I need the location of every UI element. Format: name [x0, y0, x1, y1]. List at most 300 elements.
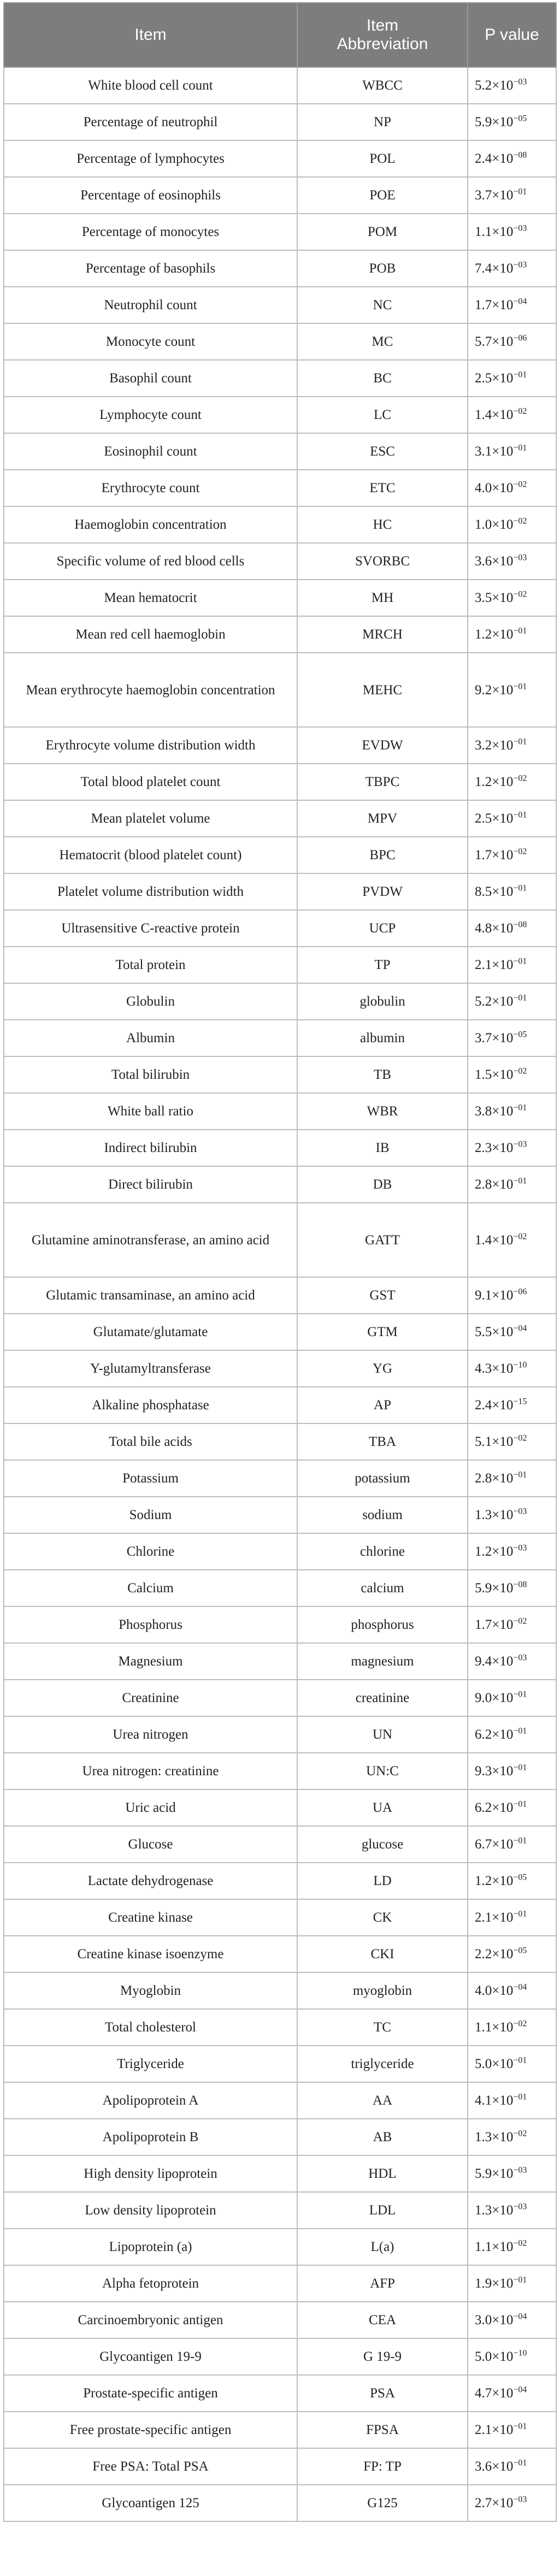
p-value-cell	[468, 1350, 556, 1387]
table-row	[4, 1533, 556, 1570]
table-body	[4, 67, 556, 2521]
p-value-cell	[468, 1166, 556, 1203]
abbreviation-cell: G125	[297, 2485, 468, 2521]
header-row	[4, 3, 556, 67]
table-row	[4, 1716, 556, 1753]
header-item: Item	[4, 3, 297, 67]
p-value-cell	[468, 1056, 556, 1093]
p-value-cell	[468, 1130, 556, 1166]
item-cell: Hematocrit (blood platelet count)	[4, 837, 297, 873]
p-value-mantissa: 5.7×10	[475, 334, 514, 349]
p-value-exponent: −01	[513, 737, 527, 747]
item-cell: Free prostate-specific antigen	[4, 2412, 297, 2448]
p-value-mantissa: 1.4×10	[475, 1232, 514, 1248]
p-value-exponent: −02	[513, 589, 527, 599]
item-cell: Percentage of basophils	[4, 250, 297, 287]
p-value-mantissa: 3.6×10	[475, 2459, 514, 2474]
p-value-mantissa: 1.9×10	[475, 2276, 514, 2291]
abbreviation-cell: AP	[297, 1387, 468, 1423]
p-value-cell	[468, 580, 556, 616]
p-value-mantissa: 4.1×10	[475, 2093, 514, 2108]
p-value-exponent: −04	[513, 1982, 527, 1992]
p-value-mantissa: 4.7×10	[475, 2386, 514, 2401]
table-row	[4, 323, 556, 360]
header-abbreviation-line1: Item	[366, 16, 399, 34]
item-cell: Free PSA: Total PSA	[4, 2448, 297, 2485]
p-value-exponent: −01	[513, 370, 527, 380]
abbreviation-cell: NP	[297, 104, 468, 140]
p-value-exponent: −03	[513, 1506, 527, 1516]
p-value-mantissa: 2.5×10	[475, 371, 514, 386]
table-row	[4, 177, 556, 214]
p-value-exponent: −01	[513, 1689, 527, 1699]
p-value-exponent: −03	[513, 77, 527, 87]
abbreviation-cell: TC	[297, 2009, 468, 2046]
abbreviation-cell: UA	[297, 1789, 468, 1826]
table-row	[4, 2009, 556, 2046]
item-cell: Ultrasensitive C-reactive protein	[4, 910, 297, 947]
table-row	[4, 653, 556, 727]
p-value-cell	[468, 2119, 556, 2155]
p-value-exponent: −03	[513, 223, 527, 233]
p-value-exponent: −04	[513, 1324, 527, 1333]
p-value-mantissa: 9.3×10	[475, 1764, 514, 1779]
p-value-exponent: −02	[513, 406, 527, 416]
item-cell: Calcium	[4, 1570, 297, 1606]
p-value-mantissa: 2.1×10	[475, 958, 514, 972]
abbreviation-cell: AA	[297, 2082, 468, 2119]
abbreviation-cell: GATT	[297, 1203, 468, 1277]
abbreviation-cell: MRCH	[297, 616, 468, 653]
abbreviation-cell: PSA	[297, 2375, 468, 2412]
table-row	[4, 1826, 556, 1863]
table-row	[4, 1277, 556, 1314]
p-value-mantissa: 2.7×10	[475, 2496, 514, 2510]
abbreviation-cell: L(a)	[297, 2229, 468, 2265]
item-cell: Albumin	[4, 1020, 297, 1056]
header-abbreviation	[297, 3, 468, 67]
table-row	[4, 1936, 556, 1972]
table-row	[4, 2375, 556, 2412]
abbreviation-cell: HDL	[297, 2155, 468, 2192]
item-cell: Haemoglobin concentration	[4, 506, 297, 543]
table-row	[4, 1863, 556, 1899]
abbreviation-cell: UCP	[297, 910, 468, 947]
abbreviation-cell: MEHC	[297, 653, 468, 727]
p-value-cell	[468, 2009, 556, 2046]
table-row	[4, 2155, 556, 2192]
abbreviation-cell: BPC	[297, 837, 468, 873]
p-value-mantissa: 5.9×10	[475, 115, 514, 129]
item-cell: Monocyte count	[4, 323, 297, 360]
abbreviation-cell: MC	[297, 323, 468, 360]
item-cell: Glutamate/glutamate	[4, 1314, 297, 1350]
p-value-exponent: −03	[513, 1653, 527, 1663]
p-value-cell	[468, 2485, 556, 2521]
item-cell: Apolipoprotein B	[4, 2119, 297, 2155]
item-cell: Carcinoembryonic antigen	[4, 2302, 297, 2338]
table-row	[4, 2412, 556, 2448]
table-row	[4, 433, 556, 470]
item-cell: Percentage of monocytes	[4, 214, 297, 250]
item-cell: High density lipoprotein	[4, 2155, 297, 2192]
p-value-cell	[468, 2082, 556, 2119]
p-value-cell	[468, 1716, 556, 1753]
p-value-exponent: −01	[513, 1470, 527, 1480]
p-value-cell	[468, 1203, 556, 1277]
abbreviation-cell: TP	[297, 947, 468, 983]
p-value-mantissa: 8.5×10	[475, 884, 514, 899]
item-cell: Glutamine aminotransferase, an amino acid	[4, 1203, 297, 1277]
p-value-cell	[468, 2448, 556, 2485]
p-value-exponent: −01	[513, 1763, 527, 1773]
p-value-exponent: −01	[513, 1909, 527, 1919]
p-value-cell	[468, 764, 556, 800]
item-cell: Total bile acids	[4, 1423, 297, 1460]
p-value-mantissa: 5.9×10	[475, 2166, 514, 2181]
p-value-mantissa: 2.8×10	[475, 1177, 514, 1192]
p-value-cell	[468, 1863, 556, 1899]
item-cell: Percentage of lymphocytes	[4, 140, 297, 177]
abbreviation-cell: GTM	[297, 1314, 468, 1350]
item-cell: Magnesium	[4, 1643, 297, 1680]
item-cell: Glycoantigen 19-9	[4, 2338, 297, 2375]
abbreviation-cell: TB	[297, 1056, 468, 1093]
abbreviation-cell: PVDW	[297, 873, 468, 910]
table-row	[4, 250, 556, 287]
p-value-mantissa: 1.3×10	[475, 2203, 514, 2218]
table-row	[4, 1606, 556, 1643]
p-value-exponent: −05	[513, 1030, 527, 1039]
p-value-mantissa: 1.7×10	[475, 848, 514, 862]
table-row	[4, 1570, 556, 1606]
table-row	[4, 837, 556, 873]
abbreviation-cell: chlorine	[297, 1533, 468, 1570]
p-value-mantissa: 1.1×10	[475, 2020, 514, 2035]
p-value-cell	[468, 140, 556, 177]
p-value-cell	[468, 214, 556, 250]
table-row	[4, 214, 556, 250]
abbreviation-cell: globulin	[297, 983, 468, 1020]
p-value-exponent: −01	[513, 993, 527, 1003]
abbreviation-cell: FP: TP	[297, 2448, 468, 2485]
abbreviation-cell: ETC	[297, 470, 468, 506]
p-value-mantissa: 1.7×10	[475, 298, 514, 312]
abbreviation-cell: LC	[297, 397, 468, 433]
table-row	[4, 1680, 556, 1716]
p-value-exponent: −02	[513, 2019, 527, 2029]
p-value-mantissa: 5.2×10	[475, 78, 514, 93]
abbreviation-cell: myoglobin	[297, 1972, 468, 2009]
p-value-exponent: −01	[513, 1726, 527, 1736]
p-value-mantissa: 3.6×10	[475, 554, 514, 569]
p-value-mantissa: 5.0×10	[475, 2349, 514, 2364]
p-value-cell	[468, 360, 556, 397]
p-value-cell	[468, 1789, 556, 1826]
item-cell: Total cholesterol	[4, 2009, 297, 2046]
p-value-mantissa: 1.2×10	[475, 1544, 514, 1559]
p-value-exponent: −03	[513, 1543, 527, 1553]
table-row	[4, 1203, 556, 1277]
p-value-mantissa: 3.0×10	[475, 2313, 514, 2327]
p-value-cell	[468, 470, 556, 506]
table-row	[4, 1423, 556, 1460]
table-row	[4, 2448, 556, 2485]
abbreviation-cell: CKI	[297, 1936, 468, 1972]
p-value-exponent: −04	[513, 297, 527, 306]
item-cell: Creatine kinase isoenzyme	[4, 1936, 297, 1972]
table-row	[4, 580, 556, 616]
p-value-cell	[468, 543, 556, 580]
p-value-exponent: −03	[513, 2202, 527, 2212]
p-value-mantissa: 9.1×10	[475, 1288, 514, 1303]
p-value-cell	[468, 1533, 556, 1570]
p-value-mantissa: 3.2×10	[475, 738, 514, 753]
p-value-cell	[468, 1680, 556, 1716]
p-value-exponent: −03	[513, 553, 527, 563]
p-value-cell	[468, 104, 556, 140]
p-value-mantissa: 1.1×10	[475, 2240, 514, 2254]
abbreviation-cell: creatinine	[297, 1680, 468, 1716]
item-cell: Sodium	[4, 1497, 297, 1533]
table-row	[4, 1643, 556, 1680]
item-cell: Direct bilirubin	[4, 1166, 297, 1203]
p-value-cell	[468, 250, 556, 287]
header-abbreviation-line2: Abbreviation	[337, 35, 428, 53]
item-cell: Prostate-specific antigen	[4, 2375, 297, 2412]
p-value-cell	[468, 1972, 556, 2009]
p-value-mantissa: 2.8×10	[475, 1471, 514, 1486]
table-row	[4, 1166, 556, 1203]
p-value-exponent: −01	[513, 187, 527, 197]
table-row	[4, 1972, 556, 2009]
item-cell: Y-glutamyltransferase	[4, 1350, 297, 1387]
item-cell: White blood cell count	[4, 67, 297, 104]
p-value-mantissa: 2.1×10	[475, 2423, 514, 2437]
abbreviation-cell: AB	[297, 2119, 468, 2155]
p-value-mantissa: 1.1×10	[475, 224, 514, 239]
table-row	[4, 1789, 556, 1826]
results-table	[3, 2, 557, 2522]
p-value-exponent: −06	[513, 333, 527, 343]
abbreviation-cell: HC	[297, 506, 468, 543]
abbreviation-cell: sodium	[297, 1497, 468, 1533]
abbreviation-cell: EVDW	[297, 727, 468, 764]
table-row	[4, 1314, 556, 1350]
item-cell: Mean platelet volume	[4, 800, 297, 837]
p-value-mantissa: 6.2×10	[475, 1800, 514, 1815]
p-value-exponent: −01	[513, 1836, 527, 1846]
item-cell: Creatine kinase	[4, 1899, 297, 1936]
p-value-cell	[468, 910, 556, 947]
item-cell: Percentage of eosinophils	[4, 177, 297, 214]
p-value-cell	[468, 1826, 556, 1863]
p-value-cell	[468, 2046, 556, 2082]
p-value-mantissa: 5.1×10	[475, 1434, 514, 1449]
item-cell: Erythrocyte count	[4, 470, 297, 506]
table-row	[4, 360, 556, 397]
p-value-cell	[468, 1423, 556, 1460]
table-row	[4, 2192, 556, 2229]
p-value-exponent: −02	[513, 2238, 527, 2248]
item-cell: Uric acid	[4, 1789, 297, 1826]
p-value-exponent: −01	[513, 2421, 527, 2431]
p-value-exponent: −01	[513, 956, 527, 966]
p-value-cell	[468, 1899, 556, 1936]
p-value-exponent: −01	[513, 810, 527, 820]
p-value-mantissa: 3.7×10	[475, 1031, 514, 1045]
p-value-cell	[468, 2265, 556, 2302]
p-value-exponent: −02	[513, 2129, 527, 2138]
p-value-cell	[468, 1643, 556, 1680]
p-value-mantissa: 6.7×10	[475, 1837, 514, 1852]
p-value-mantissa: 1.5×10	[475, 1067, 514, 1082]
p-value-exponent: −01	[513, 1176, 527, 1186]
table-row	[4, 104, 556, 140]
abbreviation-cell: TBA	[297, 1423, 468, 1460]
item-cell: Platelet volume distribution width	[4, 873, 297, 910]
p-value-mantissa: 5.0×10	[475, 2057, 514, 2071]
abbreviation-cell: magnesium	[297, 1643, 468, 1680]
abbreviation-cell: UN	[297, 1716, 468, 1753]
p-value-mantissa: 4.8×10	[475, 921, 514, 936]
item-cell: Eosinophil count	[4, 433, 297, 470]
p-value-exponent: −01	[513, 1103, 527, 1113]
table-row	[4, 1093, 556, 1130]
p-value-cell	[468, 873, 556, 910]
p-value-exponent: −05	[513, 1946, 527, 1955]
p-value-exponent: −01	[513, 2458, 527, 2468]
item-cell: Glutamic transaminase, an amino acid	[4, 1277, 297, 1314]
p-value-mantissa: 3.7×10	[475, 188, 514, 203]
item-cell: Basophil count	[4, 360, 297, 397]
item-cell: Mean hematocrit	[4, 580, 297, 616]
abbreviation-cell: POL	[297, 140, 468, 177]
item-cell: Glycoantigen 125	[4, 2485, 297, 2521]
p-value-cell	[468, 433, 556, 470]
item-cell: Urea nitrogen	[4, 1716, 297, 1753]
p-value-exponent: −03	[513, 1139, 527, 1149]
p-value-exponent: −03	[513, 260, 527, 270]
p-value-cell	[468, 947, 556, 983]
table-row	[4, 910, 556, 947]
p-value-cell	[468, 2192, 556, 2229]
p-value-exponent: −08	[513, 1580, 527, 1590]
p-value-cell	[468, 983, 556, 1020]
item-cell: Apolipoprotein A	[4, 2082, 297, 2119]
abbreviation-cell: POB	[297, 250, 468, 287]
p-value-mantissa: 4.3×10	[475, 1361, 514, 1376]
table-row	[4, 506, 556, 543]
p-value-cell	[468, 287, 556, 323]
item-cell: Creatinine	[4, 1680, 297, 1716]
abbreviation-cell: potassium	[297, 1460, 468, 1497]
table-row	[4, 2119, 556, 2155]
p-value-mantissa: 3.5×10	[475, 590, 514, 605]
p-value-exponent: −02	[513, 480, 527, 489]
p-value-cell	[468, 653, 556, 727]
table-row	[4, 1350, 556, 1387]
p-value-cell	[468, 506, 556, 543]
item-cell: Glucose	[4, 1826, 297, 1863]
p-value-mantissa: 9.2×10	[475, 682, 514, 698]
table-row	[4, 2265, 556, 2302]
p-value-exponent: −08	[513, 920, 527, 930]
table-row	[4, 727, 556, 764]
table-row	[4, 800, 556, 837]
table-row	[4, 2082, 556, 2119]
abbreviation-cell: WBCC	[297, 67, 468, 104]
p-value-exponent: −01	[513, 626, 527, 636]
abbreviation-cell: MH	[297, 580, 468, 616]
table-row	[4, 2046, 556, 2082]
table-row	[4, 1899, 556, 1936]
item-cell: Globulin	[4, 983, 297, 1020]
p-value-exponent: −02	[513, 1066, 527, 1076]
p-value-exponent: −15	[513, 1397, 527, 1407]
abbreviation-cell: albumin	[297, 1020, 468, 1056]
p-value-exponent: −01	[513, 1799, 527, 1809]
item-cell: Specific volume of red blood cells	[4, 543, 297, 580]
table-row	[4, 1497, 556, 1533]
p-value-mantissa: 4.0×10	[475, 1983, 514, 1998]
p-value-cell	[468, 1314, 556, 1350]
abbreviation-cell: GST	[297, 1277, 468, 1314]
table-row	[4, 764, 556, 800]
table-row	[4, 1020, 556, 1056]
table-header	[4, 3, 556, 67]
abbreviation-cell: MPV	[297, 800, 468, 837]
table-row	[4, 67, 556, 104]
p-value-cell	[468, 1570, 556, 1606]
abbreviation-cell: LDL	[297, 2192, 468, 2229]
p-value-mantissa: 5.5×10	[475, 1325, 514, 1339]
p-value-exponent: −01	[513, 2055, 527, 2065]
item-cell: Potassium	[4, 1460, 297, 1497]
table-row	[4, 1460, 556, 1497]
p-value-mantissa: 2.4×10	[475, 151, 514, 166]
table-row	[4, 287, 556, 323]
abbreviation-cell: POE	[297, 177, 468, 214]
abbreviation-cell: glucose	[297, 1826, 468, 1863]
p-value-exponent: −04	[513, 2312, 527, 2321]
p-value-exponent: −01	[513, 2275, 527, 2285]
p-value-mantissa: 2.5×10	[475, 811, 514, 826]
abbreviation-cell: AFP	[297, 2265, 468, 2302]
p-value-mantissa: 1.3×10	[475, 2130, 514, 2144]
p-value-mantissa: 9.0×10	[475, 1691, 514, 1705]
p-value-mantissa: 2.3×10	[475, 1141, 514, 1155]
abbreviation-cell: NC	[297, 287, 468, 323]
table-row	[4, 2229, 556, 2265]
p-value-exponent: −10	[513, 1360, 527, 1370]
item-cell: Total protein	[4, 947, 297, 983]
p-value-cell	[468, 397, 556, 433]
abbreviation-cell: triglyceride	[297, 2046, 468, 2082]
p-value-cell	[468, 1387, 556, 1423]
abbreviation-cell: BC	[297, 360, 468, 397]
table-row	[4, 1130, 556, 1166]
p-value-mantissa: 1.2×10	[475, 1874, 514, 1888]
table-row	[4, 947, 556, 983]
table-row	[4, 1056, 556, 1093]
p-value-cell	[468, 837, 556, 873]
abbreviation-cell: CK	[297, 1899, 468, 1936]
item-cell: Total blood platelet count	[4, 764, 297, 800]
p-value-exponent: −03	[513, 2495, 527, 2504]
p-value-exponent: −02	[513, 516, 527, 526]
p-value-mantissa: 1.3×10	[475, 1508, 514, 1522]
